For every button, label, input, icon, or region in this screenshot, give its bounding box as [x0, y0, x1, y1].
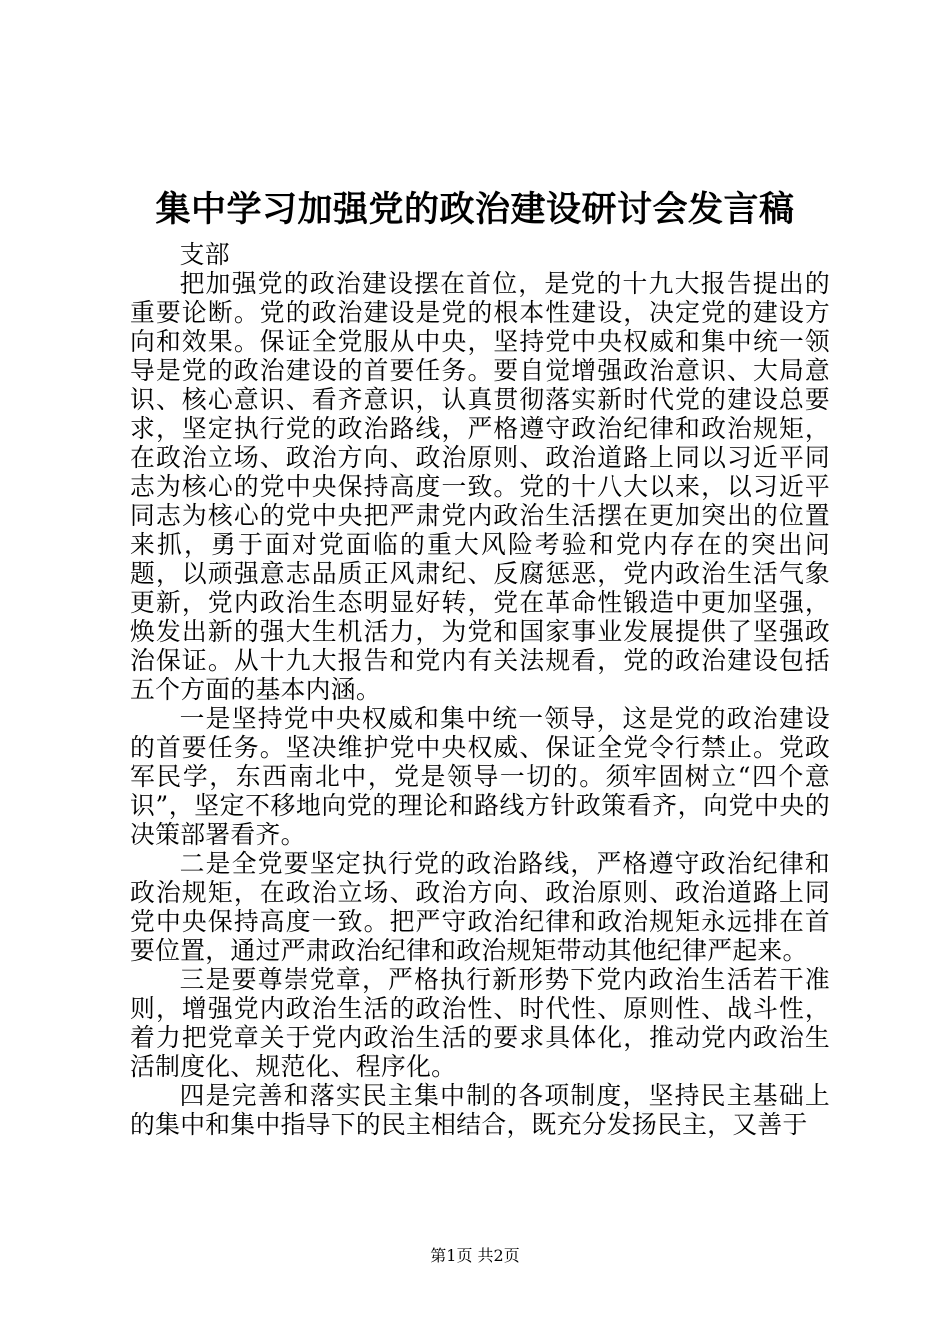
paragraph: 一是坚持党中央权威和集中统一领导，这是党的政治建设的首要任务。坚决维护党中央权威、保证全党令行禁止。党政军民学，东西南北中，党是领导一切的。须牢固树立“四个意识”，坚定不移地向党的理论和路线方针政策看齐，向党中央的决策部署看齐。	[130, 704, 830, 849]
document-title: 集中学习加强党的政治建设研讨会发言稿	[155, 190, 795, 230]
document-body	[130, 240, 830, 1139]
paragraph: 把加强党的政治建设摆在首位，是党的十九大报告提出的重要论断。党的政治建设是党的根本性建设，决定党的建设方向和效果。保证全党服从中央，坚持党中央权威和集中统一领导是党的政治建设的首要任务。要自觉增强政治意识、大局意识、核心意识、看齐意识，认真贯彻落实新时代党的建设总要求，坚定执行党的政治路线，严格遵守政治纪律和政治规矩，在政治立场、政治方向、政治原则、政治道路上同以习近平同志为核心的党中央保持高度一致。党的十八大以来，以习近平同志为核心的党中央把严肃党内政治生活摆在更加突出的位置来抓，勇于面对党面临的重大风险考验和党内存在的突出问题，以顽强意志品质正风肃纪、反腐惩恶，党内政治生活气象更新，党内政治生态明显好转，党在革命性锻造中更加坚强，焕发出新的强大生机活力，为党和国家事业发展提供了坚强政治保证。从十九大报告和党内有关法规看，党的政治建设包括五个方面的基本内涵。	[130, 269, 830, 704]
paragraph: 四是完善和落实民主集中制的各项制度，坚持民主基础上的集中和集中指导下的民主相结合，既充分发扬民主，又善于	[130, 1081, 830, 1139]
paragraph: 三是要尊崇党章，严格执行新形势下党内政治生活若干准则，增强党内政治生活的政治性、时代性、原则性、战斗性，着力把党章关于党内政治生活的要求具体化，推动党内政治生活制度化、规范化、程序化。	[130, 965, 830, 1081]
page-footer: 第1页 共2页	[430, 1246, 520, 1265]
author-line: 支部	[179, 240, 230, 269]
paragraph: 二是全党要坚定执行党的政治路线，严格遵守政治纪律和政治规矩，在政治立场、政治方向、政治原则、政治道路上同党中央保持高度一致。把严守政治纪律和政治规矩永远排在首要位置，通过严肃政治纪律和政治规矩带动其他纪律严起来。	[130, 849, 830, 965]
